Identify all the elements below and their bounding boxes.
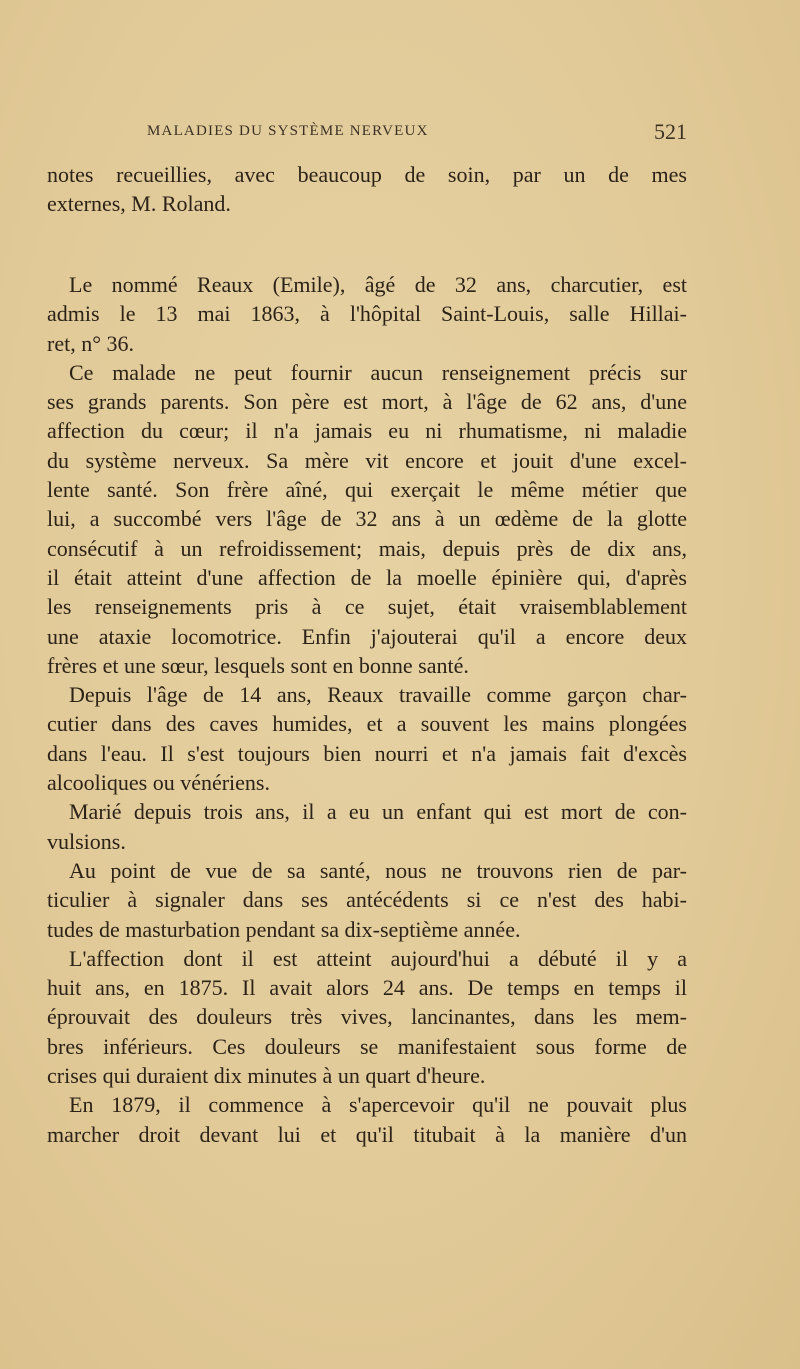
text-line: externes, M. Roland. <box>47 191 231 217</box>
text-line: huit ans, en 1875. Il avait alors 24 ans. De temps en temps il <box>47 975 687 1001</box>
paragraph <box>47 680 687 797</box>
text-line: alcooliques ou vénériens. <box>47 770 270 796</box>
paragraph <box>47 944 687 1090</box>
text-line: Au point de vue de sa santé, nous ne trouvons rien de par- <box>69 858 687 883</box>
text-line: En 1879, il commence à s'apercevoir qu'il ne pouvait plus <box>69 1092 687 1118</box>
text-line: affection du cœur; il n'a jamais eu ni rhumatisme, ni maladie <box>47 418 687 444</box>
text-line: dans l'eau. Il s'est toujours bien nourri et n'a jamais fait d'excès <box>47 740 687 766</box>
text-line: lui, a succombé vers l'âge de 32 ans à un œdème de la glotte <box>47 506 687 532</box>
text-line: bres inférieurs. Ces douleurs se manifestaient sous forme de <box>47 1033 687 1059</box>
running-head <box>47 119 687 145</box>
text-line: une ataxie locomotrice. Enfin j'ajouterai qu'il a encore deux <box>47 623 687 649</box>
text-line: consécutif à un refroidissement; mais, depuis près de dix ans, <box>47 535 687 561</box>
text-line: marcher droit devant lui et qu'il titubait à la manière d'un <box>47 1121 687 1147</box>
page-number: 521 <box>654 119 687 144</box>
text-line: frères et une sœur, lesquels sont en bonne santé. <box>47 652 469 678</box>
text-line: Depuis l'âge de 14 ans, Reaux travaille comme garçon char- <box>69 682 687 708</box>
text-line: admis le 13 mai 1863, à l'hôpital Saint-Louis, salle Hillai- <box>47 301 687 327</box>
paragraph <box>47 797 687 856</box>
text-line: éprouvait des douleurs très vives, lancinantes, dans les mem- <box>47 1004 687 1030</box>
text-line: ret, n° 36. <box>47 330 135 356</box>
text-line: ticulier à signaler dans ses antécédents si ce n'est des habi- <box>47 887 687 913</box>
paragraph <box>47 270 687 358</box>
text-line: crises qui duraient dix minutes à un quart d'heure. <box>47 1063 486 1089</box>
text-line: tudes de masturbation pendant sa dix-septième année. <box>47 916 521 942</box>
text-line: Ce malade ne peut fournir aucun renseignement précis sur <box>69 359 687 385</box>
text-line: notes recueillies, avec beaucoup de soin, par un de mes <box>47 162 687 187</box>
text-line: cutier dans des caves humides, et a souvent les mains plongées <box>47 711 687 737</box>
text-line: lente santé. Son frère aîné, qui exerçait le même métier que <box>47 477 687 503</box>
paragraph <box>47 856 687 944</box>
paragraph <box>47 358 687 680</box>
text-line: ses grands parents. Son père est mort, à l'âge de 62 ans, d'une <box>47 389 687 415</box>
text-line: les renseignements pris à ce sujet, était vraisemblablement <box>47 594 687 620</box>
text-line: vulsions. <box>47 828 126 854</box>
text-line: Le nommé Reaux (Emile), âgé de 32 ans, charcutier, est <box>69 272 687 297</box>
text-line: Marié depuis trois ans, il a eu un enfant qui est mort de con- <box>69 799 687 825</box>
paragraph <box>47 160 687 219</box>
running-title: MALADIES DU SYSTÈME NERVEUX <box>147 123 429 139</box>
paragraph <box>47 1090 687 1149</box>
text-line: du système nerveux. Sa mère vit encore et jouit d'une excel- <box>47 447 687 473</box>
text-line: il était atteint d'une affection de la moelle épinière qui, d'après <box>47 564 687 590</box>
text-line: L'affection dont il est atteint aujourd'hui a débuté il y a <box>69 945 687 971</box>
